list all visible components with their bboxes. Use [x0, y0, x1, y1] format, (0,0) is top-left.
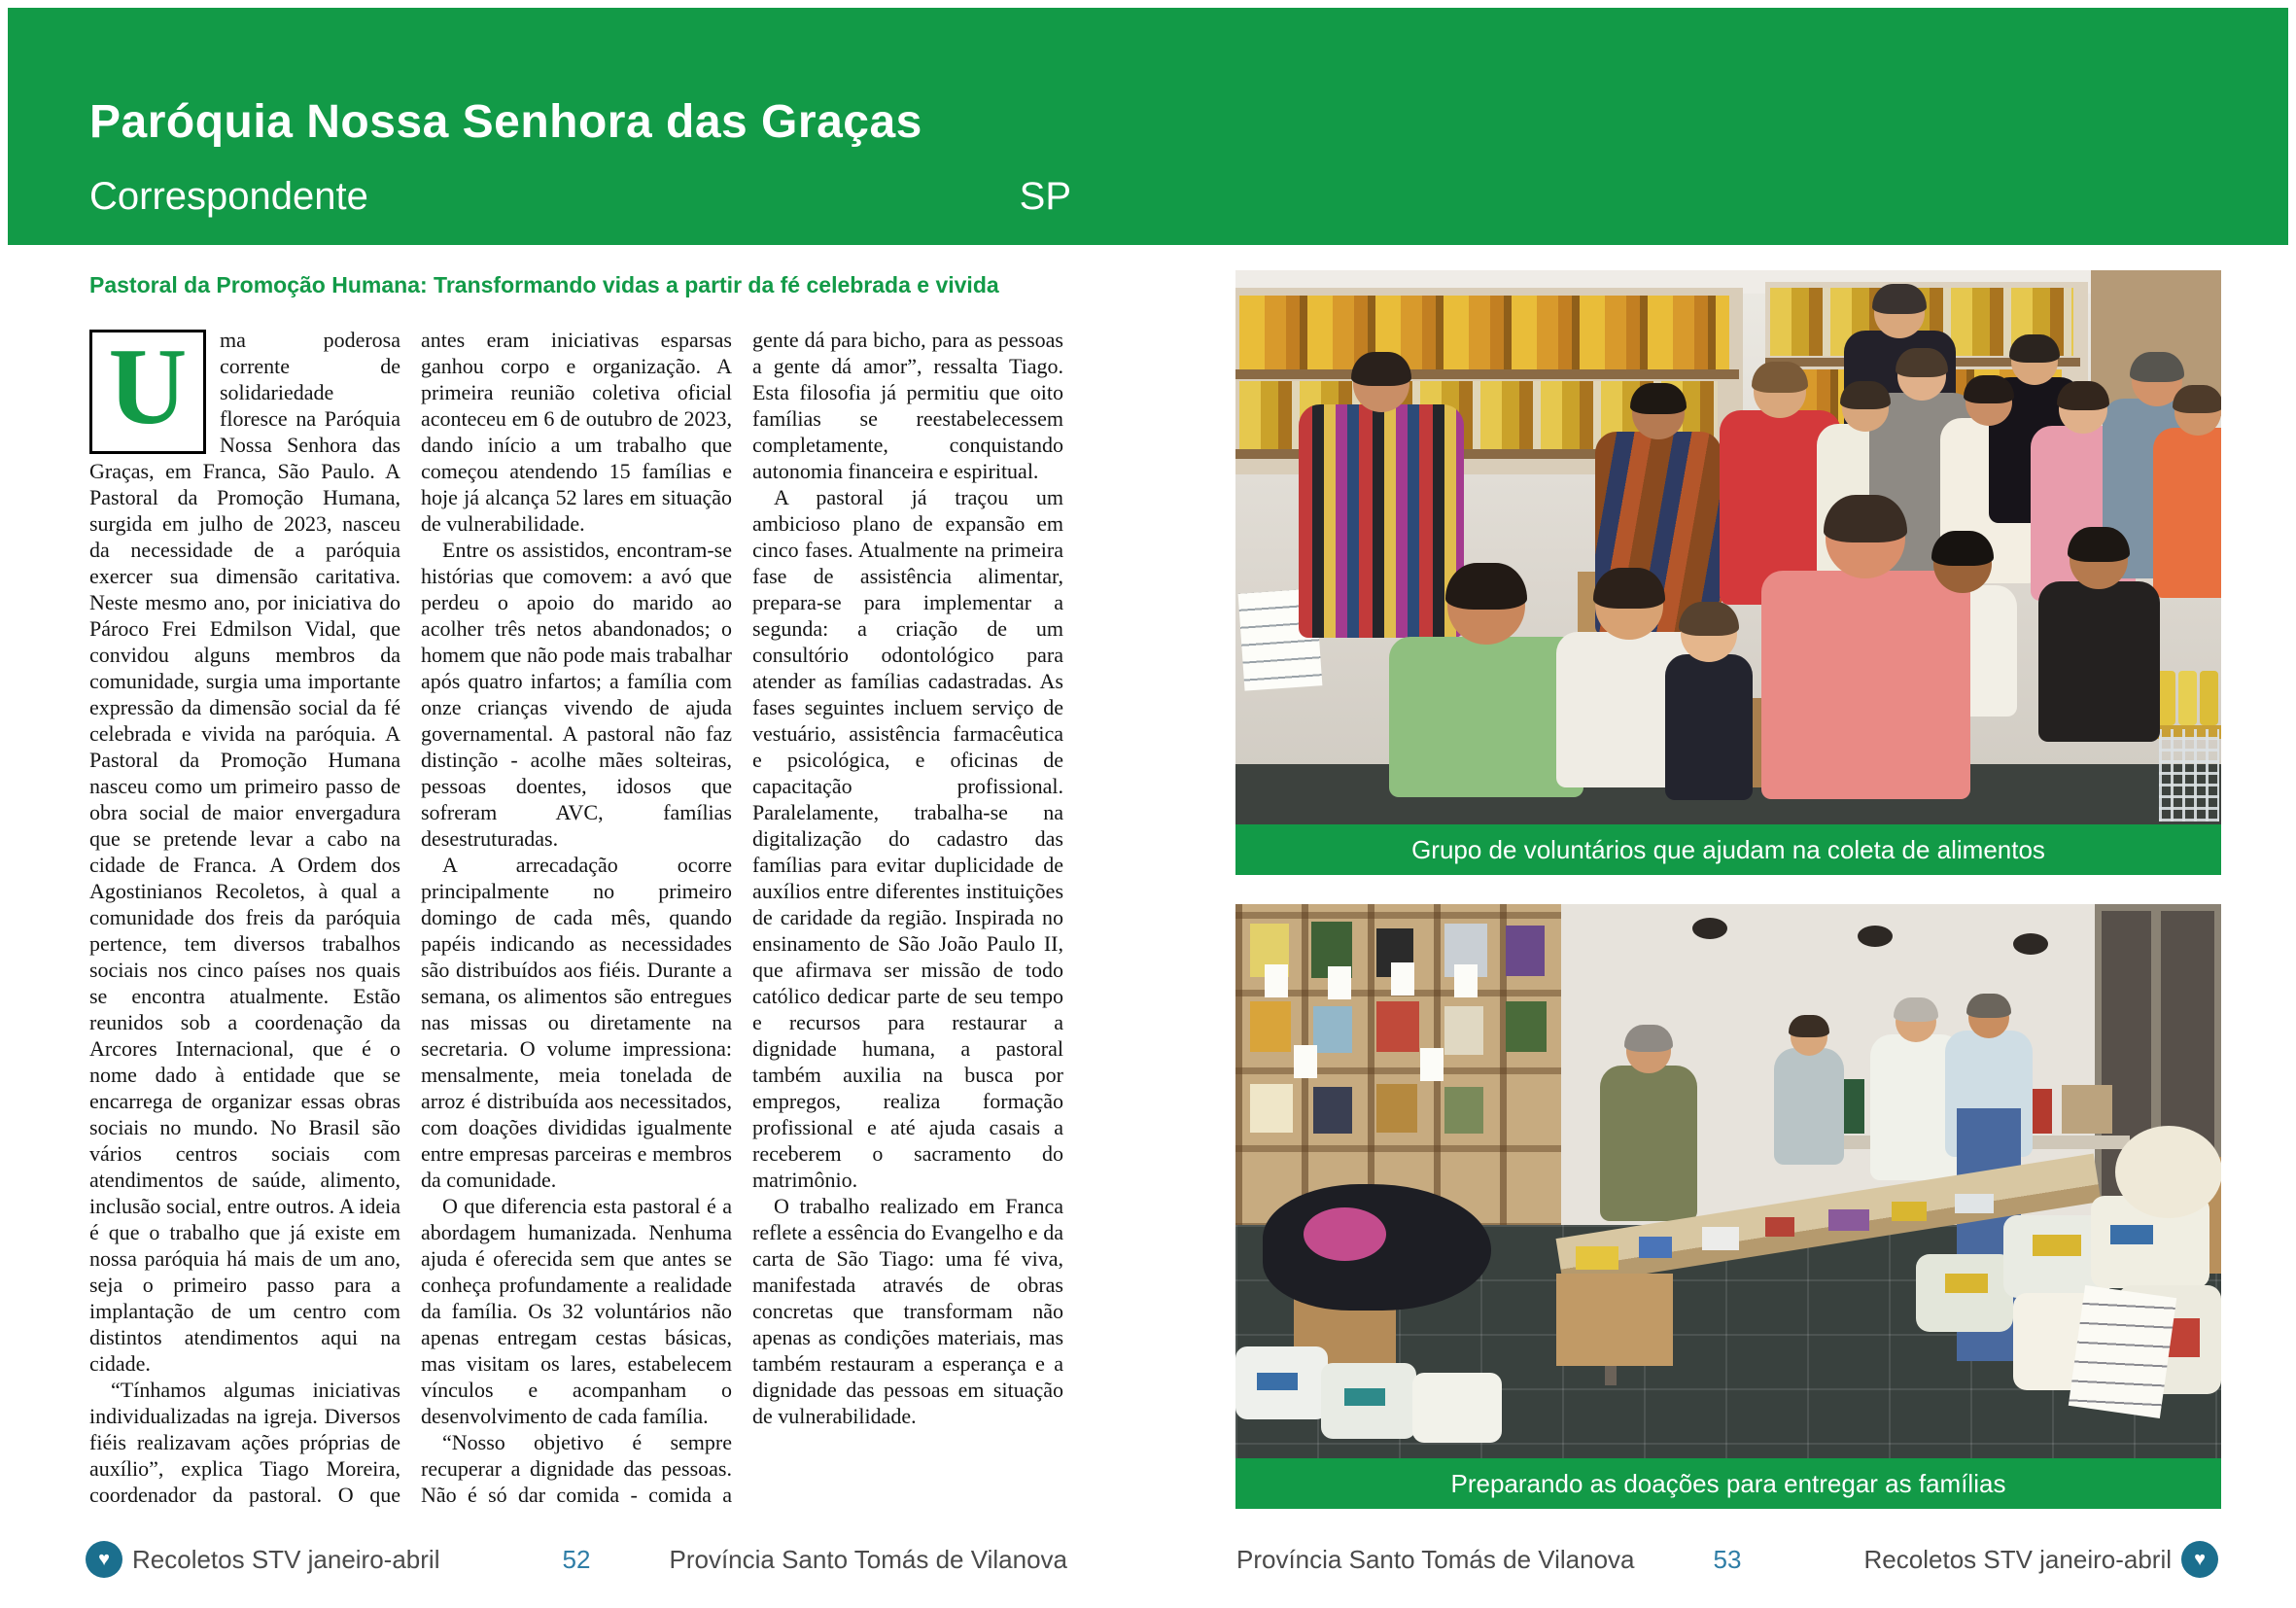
article-body — [89, 327, 1063, 1515]
rice-bag-round — [2115, 1126, 2221, 1218]
person-hair — [1789, 1015, 1829, 1037]
person-hair — [1966, 994, 2011, 1018]
shopping-cart — [2159, 729, 2219, 821]
bag-label — [2110, 1225, 2153, 1244]
person-hair — [1445, 563, 1527, 610]
shelf-package — [1250, 1084, 1293, 1133]
photo-caption: Grupo de voluntários que ajudam na coleta de alimentos — [1411, 834, 2045, 864]
food-item — [1702, 1227, 1739, 1250]
person-hair — [1679, 602, 1739, 636]
dropcap-letter: U — [108, 327, 188, 447]
header-subrow — [89, 175, 1071, 219]
shelf-label — [1294, 1045, 1317, 1078]
box-tan — [2062, 1085, 2112, 1134]
person-hair — [2130, 352, 2184, 382]
header-region: SP — [1019, 175, 1071, 218]
footer-brand: Recoletos STV janeiro-abril — [1863, 1545, 2172, 1574]
footer-brand: Recoletos STV janeiro-abril — [132, 1545, 440, 1574]
article-headline: Pastoral da Promoção Humana: Transformando vidas a partir da fé celebrada e vivida — [89, 272, 999, 297]
shelf-package — [1250, 1001, 1291, 1052]
person-hair — [1593, 568, 1665, 609]
oil-bottle — [2178, 671, 2197, 725]
person-body — [1299, 404, 1464, 638]
shelf-package — [1506, 1001, 1547, 1052]
shelf-package — [1376, 1084, 1417, 1133]
article-paragraph: O que diferencia esta pastoral é a abordagem humanizada. Nenhuma ajuda é oferecida sem que antes se conheça profundamente a realidade da família. Os 32 voluntários não apenas entregam cestas básicas, mas visitam os lares, estabelecem vínculos e acompanham o desenvolvimento de cada família. — [421, 1194, 732, 1428]
shelf-label — [1265, 964, 1288, 997]
person-hair — [1931, 531, 1994, 566]
page-title: Paróquia Nossa Senhora das Graças — [89, 96, 922, 148]
food-item — [1576, 1246, 1618, 1270]
article-paragraph: “Tínhamos algumas iniciativas individualizadas na igreja. Diversos fiéis realizavam ações próprias de auxílio”, explica Tiago Moreira, coordenador da pastoral. O que antes eram iniciativas esparsas ganhou corpo e organização. A primeira reunião coletiva oficial aconteceu em 6 de outubro de 2023, dando início a um trabalho que começou atendendo 15 famílias e hoje já alcança 52 lares em situação de vulnerabilidade. — [89, 328, 732, 1507]
oil-bottle — [2200, 671, 2218, 725]
jacket-print — [1304, 1207, 1386, 1261]
person-hair — [2068, 527, 2130, 562]
person-body — [1774, 1048, 1844, 1165]
person-hair — [1351, 352, 1411, 386]
shelf-label — [1391, 962, 1414, 996]
food-item — [1955, 1194, 1994, 1213]
photo-caption: Preparando as doações para entregar as famílias — [1450, 1468, 2006, 1498]
person-body — [1761, 571, 1970, 799]
article-paragraph: A arrecadação ocorre principalmente no primeiro domingo de cada mês, quando papéis indicando as necessidades são distribuídos aos fiéis. Durante a semana, os alimentos são entregues nas missas ou diretamente na secretaria. O volume impressiona: mensalmente, meia tonelada de arroz é distribuída aos necessitados, com doações divididas igualmente entre empresas parceiras e membros da comunidade. — [421, 853, 732, 1192]
person-hair — [2009, 334, 2060, 363]
shelf-label — [1328, 966, 1351, 999]
person-hair — [1630, 383, 1687, 414]
shelf-package — [1444, 1006, 1483, 1055]
person-hair — [1964, 375, 2014, 403]
article-paragraph: O trabalho realizado em Franca reflete a essência do Evangelho e da carta de São Tiago: uma fé viva, manifestada através de obras concretas que transformam não apenas as condições materiais, mas também restauram a esperança e a dignidade das pessoas em situação de vulnerabilidade. — [752, 1194, 1063, 1428]
person-hair — [1624, 1025, 1673, 1052]
cardboard-box — [1556, 1274, 1673, 1366]
article-paragraph: A pastoral já traçou um ambicioso plano de expansão em cinco fases. Atualmente na primeira fase de assistência alimentar, prepara-se para implementar a segunda: a criação de um consultório odontológico para atender as famílias cadastradas. As fases seguintes incluem serviço de vestuário, assistência farmacêutica e psicológica, e oficinas de capacitação profissional. Paralelamente, trabalha-se na digitalização do cadastro das famílias para evitar duplicidade de auxílios entre diferentes instituições de caridade da região. Inspirada no ensinamento de São João Paulo II, que afirmava ser missão de todo católico dedicar parte de seu tempo e recursos para restaurar a dignidade humana, a pastoral também auxilia na busca por empregos, realiza formação profissional e até ajuda casais a receberem o sacramento do matrimônio. — [752, 485, 1063, 1192]
shelf-package — [1313, 1087, 1352, 1134]
person-body — [1389, 637, 1583, 797]
oil-bottle — [2157, 671, 2175, 725]
shelf-package — [1313, 1006, 1352, 1053]
ceiling-light — [2013, 933, 2048, 955]
package-row — [1239, 296, 1729, 369]
article-paragraph: Entre os assistidos, encontram-se histórias que comovem: a avó que perdeu o apoio do marido ao acolher três netos abandonados; o homem que não pode mais trabalhar após quatro infartos; a família com onze crianças vivendo de ajuda governamental. A pastoral não faz distinção - acolhe mães solteiras, pessoas doentes, idosos que sofreram AVC, famílias desestruturadas. — [421, 538, 732, 851]
person-hair — [1894, 997, 1938, 1022]
article-paragraph: ma poderosa corrente de solidariedade floresce na Paróquia Nossa Senhora das Graças, em Franca, São Paulo. A Pastoral da Promoção Humana, surgida em julho de 2023, nasceu da necessidade de a paróquia exercer sua dimensão caritativa. Neste mesmo ano, por iniciativa do Pároco Frei Edmilson Vidal, que convidou alguns membros da comunidade, surgia uma importante expressão da dimensão social da fé celebrada e vivida na paróquia. A Pastoral da Promoção Humana nasceu como um primeiro passo de obra social de maior envergadura que se pretende levar a cabo na cidade de Franca. A Ordem dos Agostinianos Recoletos, à qual a comunidade dos freis da paróquia pertence, tem diversos trabalhos sociais nos cinco países nos quais se encontra atualmente. Estão reunidos sob a coordenação da Arcores Internacional, que é o nome dado à entidade que se encarrega de organizar essas obras sociais no mundo. No Brasil são vários centros sociais com atendimentos de saúde, alimento, inclusão social, entre outros. A ideia é que o trabalho que já existe em nossa paróquia há mais de um ano, seja o primeiro passo para a implantação de um centro com distintos atendimentos aqui na cidade. — [89, 328, 400, 1376]
food-item — [1828, 1209, 1869, 1231]
recoletos-logo-icon: ♥ — [2181, 1541, 2218, 1578]
bag-label — [1344, 1388, 1385, 1406]
photo-donations-preparation — [1235, 904, 2221, 1458]
shelf-package — [1376, 1001, 1419, 1052]
footer-right-page — [1236, 1538, 2218, 1581]
page-number: 53 — [1713, 1545, 1742, 1574]
person-hair — [1840, 381, 1891, 409]
shelf-package — [1506, 926, 1545, 976]
person-hair — [1752, 362, 1808, 393]
photo-caption-bar — [1235, 1458, 2221, 1509]
rice-bag — [1916, 1254, 2013, 1332]
recoletos-logo-icon: ♥ — [86, 1541, 122, 1578]
ceiling-light — [1692, 918, 1727, 939]
header-subtitle: Correspondente — [89, 175, 368, 218]
person-hair — [1896, 348, 1948, 377]
food-item — [1892, 1202, 1927, 1221]
person-body — [2153, 428, 2221, 598]
footer-province: Província Santo Tomás de Vilanova — [1236, 1545, 1635, 1574]
ceiling-light — [1858, 926, 1893, 947]
food-item — [1639, 1237, 1672, 1258]
page-header-band — [8, 8, 2288, 245]
shelf-package — [1444, 1087, 1483, 1134]
photo-volunteers-group — [1235, 270, 2221, 824]
person-body — [1665, 654, 1753, 800]
person-hair — [1872, 284, 1927, 314]
dropcap-box — [89, 327, 206, 454]
person-hair — [2057, 381, 2109, 410]
page-number: 52 — [562, 1545, 591, 1574]
person-hair — [1824, 495, 1907, 542]
photo-caption-bar — [1235, 824, 2221, 875]
shelf-label — [1420, 1048, 1444, 1081]
food-item — [1765, 1217, 1794, 1237]
bag-label — [1945, 1274, 1988, 1293]
bag-label — [2033, 1235, 2081, 1256]
rice-bag — [1412, 1373, 1502, 1443]
bag-label — [1257, 1373, 1298, 1390]
footer-province: Província Santo Tomás de Vilanova — [669, 1545, 1067, 1574]
person-hair — [2173, 385, 2221, 413]
person-body — [2038, 581, 2160, 742]
shelf-board — [1235, 369, 1739, 379]
handwritten-sign — [2069, 1285, 2176, 1418]
person-body — [1600, 1066, 1697, 1221]
footer-left-page — [86, 1538, 1067, 1581]
shelf-label — [1454, 964, 1478, 997]
article-paragraph: “Nosso objetivo é sempre recuperar a dignidade das pessoas. Não é só dar comida - comida a gente dá para bicho, para as pessoas a gente dá amor”, ressalta Tiago. Esta filosofia já permitiu que oito famílias se reestabelecessem completamente, conquistando autonomia financeira e espiritual. — [421, 328, 1063, 1507]
